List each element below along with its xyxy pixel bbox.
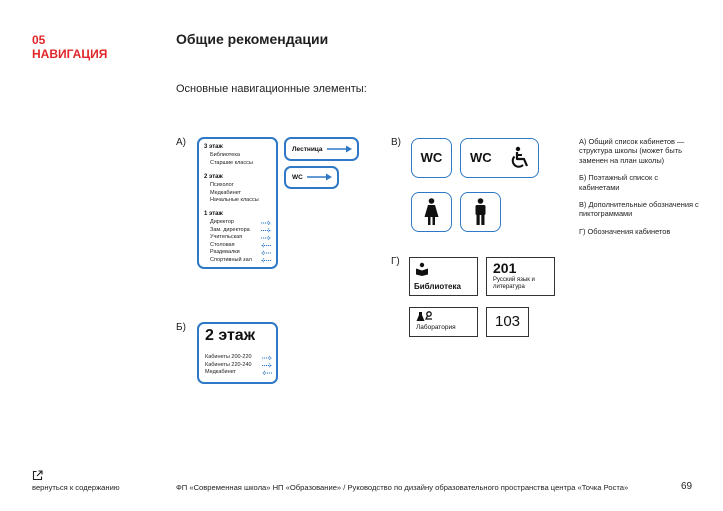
directory-item: Раздевалки bbox=[210, 249, 240, 255]
directory-floor1-title: 1 этаж bbox=[204, 211, 223, 217]
external-link-icon[interactable] bbox=[32, 470, 43, 481]
wc-pictogram-sign bbox=[411, 138, 452, 178]
women-pictogram-sign bbox=[411, 192, 452, 232]
directory-item: Учительская bbox=[210, 234, 243, 240]
man-icon bbox=[473, 198, 488, 226]
label-g: Г) bbox=[391, 256, 400, 267]
room-103-plate bbox=[486, 307, 529, 337]
lab-plate-label: Лаборатория bbox=[416, 324, 456, 331]
section-number: 05 bbox=[32, 33, 46, 47]
label-b: Б) bbox=[176, 322, 186, 333]
directory-item: Психолог bbox=[210, 182, 234, 188]
directory-floor3-list bbox=[210, 152, 253, 167]
wc-accessible-sign bbox=[460, 138, 539, 178]
stairs-pointer-label: Лестница bbox=[292, 146, 323, 153]
footer-caption: ФП «Современная школа» НП «Образование» / Руководство по дизайну образовательного пространства центра «Точка Роста» bbox=[176, 483, 629, 492]
directory-floor2-list bbox=[210, 182, 259, 205]
note-item: А) Общий список кабинетов — структура школы (может быть заменен на план школы) bbox=[579, 137, 685, 165]
page-number: 69 bbox=[681, 481, 693, 492]
woman-icon bbox=[422, 198, 441, 226]
room-201-number: 201 bbox=[493, 260, 517, 276]
back-to-contents-link[interactable]: вернуться к содержанию bbox=[32, 483, 120, 492]
arrow-right-icon bbox=[306, 172, 334, 182]
men-pictogram-sign bbox=[460, 192, 501, 232]
floor-sign-list bbox=[205, 354, 252, 377]
directory-floor3-title: 3 этаж bbox=[204, 144, 223, 150]
room-201-plate bbox=[486, 257, 555, 296]
direction-arrows-icon bbox=[260, 220, 272, 266]
directory-floor2-title: 2 этаж bbox=[204, 174, 223, 180]
page-title: Общие рекомендации bbox=[176, 31, 329, 47]
legend-notes bbox=[579, 137, 699, 244]
directory-item: Медкабинет bbox=[210, 189, 242, 196]
directory-item: Зам. директора bbox=[210, 226, 250, 233]
directory-item: Библиотека bbox=[210, 152, 240, 158]
room-103-number: 103 bbox=[494, 313, 521, 330]
direction-arrows-icon bbox=[261, 355, 273, 377]
directory-board bbox=[197, 137, 278, 269]
library-reader-icon bbox=[415, 262, 429, 276]
note-item: Г) Обозначения кабинетов bbox=[579, 226, 671, 236]
wheelchair-icon bbox=[509, 146, 533, 170]
lab-room-plate bbox=[409, 307, 478, 337]
note-item: В) Дополнительные обозначения с пиктограммами bbox=[579, 200, 699, 219]
flask-microscope-icon bbox=[416, 311, 434, 323]
note-item: Б) Поэтажный список с кабинетами bbox=[579, 173, 659, 192]
floor-sign-item: Кабинеты 220-240 bbox=[205, 361, 252, 368]
floor-sign bbox=[197, 322, 278, 384]
section-title: НАВИГАЦИЯ bbox=[32, 47, 108, 61]
directory-item: Директор bbox=[210, 219, 234, 225]
stairs-pointer-sign bbox=[284, 137, 359, 161]
room-201-name: Русский язык и литература bbox=[493, 277, 535, 290]
directory-item: Начальные классы bbox=[210, 197, 259, 203]
directory-item: Спортивный зал bbox=[210, 256, 252, 263]
label-a: А) bbox=[176, 137, 186, 148]
directory-item: Старшие классы bbox=[210, 159, 253, 166]
directory-item: Столовая bbox=[210, 241, 235, 248]
wc-pictogram-label: WC bbox=[420, 150, 443, 165]
floor-sign-title: 2 этаж bbox=[205, 327, 256, 344]
library-plate-label: Библиотека bbox=[414, 282, 461, 291]
wc-pointer-label: WC bbox=[292, 174, 303, 181]
floor-sign-item: Кабинеты 200-220 bbox=[205, 354, 252, 360]
page-subtitle: Основные навигационные элементы: bbox=[176, 83, 367, 95]
label-v: В) bbox=[391, 137, 401, 148]
wc-pointer-sign bbox=[284, 166, 339, 189]
library-room-plate bbox=[409, 257, 478, 296]
floor-sign-item: Медкабинет bbox=[205, 369, 237, 375]
wc-accessible-label: WC bbox=[470, 150, 492, 165]
arrow-right-icon bbox=[326, 144, 354, 154]
